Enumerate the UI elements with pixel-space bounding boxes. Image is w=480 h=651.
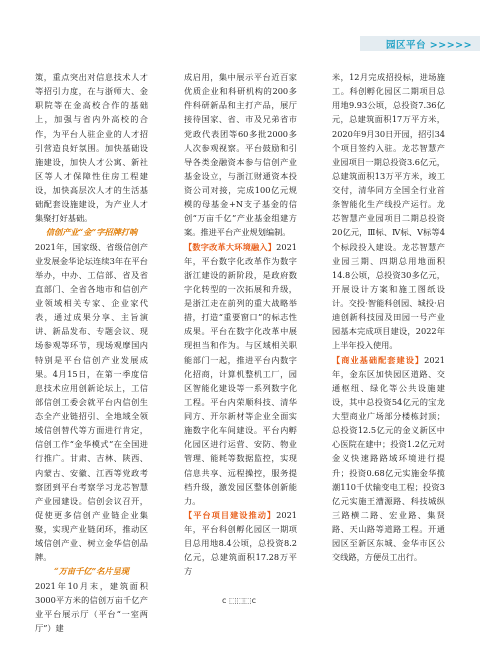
paragraph: 策，重点突出对信息技术人才等招引力度，在与浙师大、金职院等在金高校合作的基础上，加强与省内外高校的合作，为平台人驻企业的人才招引营造良好氛围。加快基础设施建设，加快人才公寓、新社区等人才保障性住房工程建设，加快高层次人才的生活基础配套设施建设，为产业人才集聚打好基础。 [35, 72, 148, 224]
section-heading: 【数字改革大环境融入】 [184, 241, 277, 252]
paragraph: 2021年，国家级、省级信创产业发展金华论坛连续3年在平台举办，中办、工信部、省及省直部门、全省各地市和信创产业领域相关专家、企业家代表，通过成果分享、主旨演讲、新品发布、专题会议、现场参观等环节，现场观摩国内特别是平台信创产业发展成果。4月15日，在第一季度信息技术应用创新论坛上，工信部信创工委会就平台内信创生态全产业链招引、全地域全领域信创替代等方面进行肯定，信创工作“金华模式”在全国进行推广。甘肃、吉林、陕西、内蒙古、安徽、江西等党政考察团到平台考察学习龙芯智慧产业园建设。信创会议召开，促使更多信创产业链企业集聚，实现产业链闭环，推动区域信创产业、树立金华信创品牌。 [35, 241, 148, 563]
section-paragraph [184, 240, 297, 508]
section-label: 园区平台 >>>>> [386, 40, 473, 51]
text-column-1 [35, 70, 148, 635]
paragraph: 2021年10月末，建筑面积3000平方米的信创万亩千亿产业平台展示厅（平台“一室两厅”）建 [35, 580, 148, 633]
text-column-2 [184, 70, 297, 579]
subheading: “万亩千亿”名片呈现 [54, 566, 129, 577]
subheading: 信创产业“金”字招牌打响 [45, 227, 138, 238]
paragraph: 米，12月完成招投标，进场施工。科创孵化园区二期项目总用地9.93公顷，总投资7.36亿元，总建筑面积17万平方米，2020年9月30日开园，招引34个项目签约入驻。龙芯智慧产业园项目一期总投资3.6亿元，总建筑面积13万平方米，竣工交付，清华同方全国全行业首条智能化生产线投产运行。龙芯智慧产业园项目二期总投资20亿元，Ⅲ标、Ⅳ标、Ⅴ标等4个标段投入建设。龙芯智慧产业园三期、四期总用地面积14.8公顷，总投资30多亿元，开展设计方案和施工图纸设计。交投·智能科创园、城投·启迪创新科技园及田园一号产业园基本完成项目建设，2022年上半年投入使用。 [332, 72, 445, 351]
section-heading: 【平台项目建设推动】 [184, 509, 277, 520]
section-text: 2021年，平台科创孵化园区一期项目总用地8.4公顷，总投资8.2亿元，总建筑面积17.28万平方 [184, 509, 297, 577]
page-footer: c ⬚⬚⬚c [222, 596, 257, 605]
section-heading: 【商业基础配套建设】 [332, 354, 425, 365]
text-column-3 [332, 70, 445, 564]
section-paragraph [332, 353, 445, 565]
section-text: 2021年，平台数字化改革作为数字浙江建设的新阶段，是政府数字化转型的一次拓展和升级，是浙江走在前列的重大战略举措，打造“重要窗口”的标志性成果。平台在数字化改革中展现担当和作为。与区域相关职能部门一起，推进平台内数字化招商，计算机整机工厂，园区智能化建设等一系列数字化工程。平台内荣顺科技、清华同方、开尔新材等企业全面实施数字化车间建设。平台内孵化园区进行运营、安防、物业管理、能耗等数据监控，实现信息共享、远程操控，服务提档升级，激发园区整体创新能力。 [184, 241, 297, 506]
section-paragraph [184, 508, 297, 579]
section-text: 2021年，金东区加快园区道路、交通枢纽、绿化等公共设施建设，其中总投资54亿元的宝龙大型商业广场部分楼栋封顶；总投资12.5亿元的金义新区中心医院在建中；投资1.2亿元对金义快速路路域环境进行提升；投资0.68亿元实施金华揽潮110千伏输变电工程；投资3亿元实施王漕源路、科技城纵三路横二路、宏业路、集贤路、天山路等道路工程。开通园区至新区东城、金华市区公交线路，方便员工出行。 [332, 354, 445, 563]
paragraph: 成启用，集中展示平台近百家优质企业和科研机构的200多件科研新品和主打产品，展厅接待国家、省、市及兄弟省市党政代表团等60多批2000多人次参观视察。平台鼓励和引导各类金融资本参与信创产业基金设立，与浙江财通资本投资公司对接，完成100亿元规模的母基金+N支子基金的信创“万亩千亿”产业基金组建方案。推进平台产业规划编制。 [184, 72, 297, 238]
